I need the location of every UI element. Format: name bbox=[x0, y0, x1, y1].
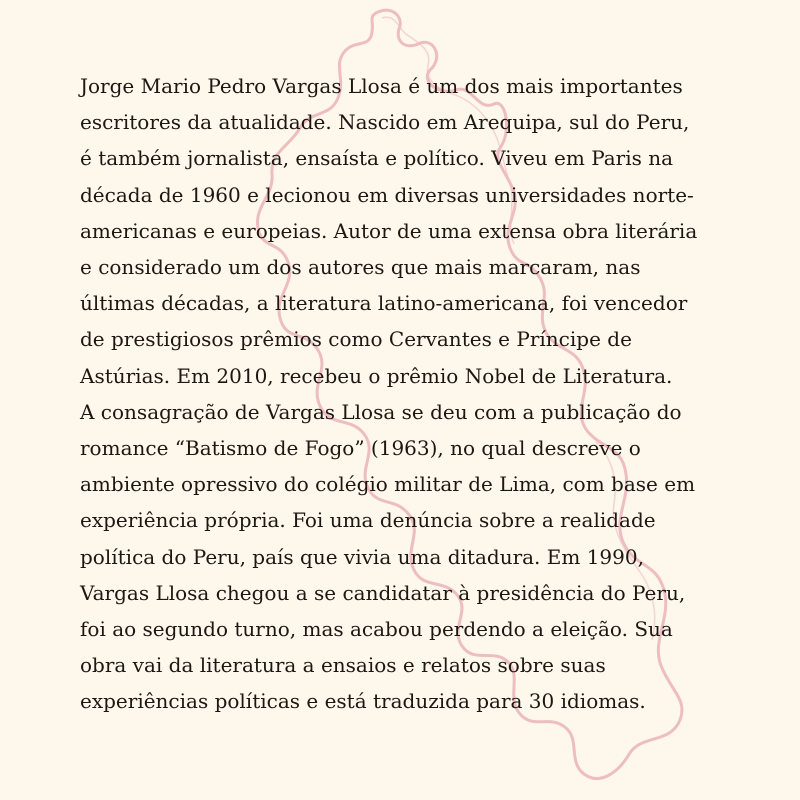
text-line: e considerado um dos autores que mais marcaram, nas bbox=[80, 255, 641, 280]
text-line: foi ao segundo turno, mas acabou perdendo a eleição. Sua bbox=[80, 617, 673, 642]
text-line: obra vai da literatura a ensaios e relatos sobre suas bbox=[80, 653, 606, 678]
text-line: ambiente opressivo do colégio militar de Lima, com base em bbox=[80, 472, 696, 497]
text-line: romance “Batismo de Fogo” (1963), no qual descreve o bbox=[80, 436, 641, 461]
text-line: Jorge Mario Pedro Vargas Llosa é um dos mais importantes bbox=[80, 74, 683, 98]
text-line: experiências políticas e está traduzida para 30 idiomas. bbox=[80, 689, 646, 714]
text-line: política do Peru, país que vivia uma ditadura. Em 1990, bbox=[80, 544, 644, 569]
text-line: Astúrias. Em 2010, recebeu o prêmio Nobel de Literatura. bbox=[80, 363, 673, 388]
text-line: americanas e europeias. Autor de uma extensa obra literária bbox=[80, 218, 698, 243]
text-line: de prestigiosos prêmios como Cervantes e Príncipe de bbox=[80, 327, 632, 352]
text-line: Vargas Llosa chegou a se candidatar à presidência do Peru, bbox=[80, 580, 686, 605]
biography-paragraph bbox=[80, 68, 760, 720]
text-line: A consagração de Vargas Llosa se deu com a publicação do bbox=[80, 399, 682, 424]
text-line: últimas décadas, a literatura latino-americana, foi vencedor bbox=[80, 291, 688, 316]
text-line: década de 1960 e lecionou em diversas universidades norte- bbox=[80, 182, 694, 207]
text-line: é também jornalista, ensaísta e político. Viveu em Paris na bbox=[80, 146, 674, 171]
text-line: escritores da atualidade. Nascido em Arequipa, sul do Peru, bbox=[80, 110, 690, 135]
text-line: experiência própria. Foi uma denúncia sobre a realidade bbox=[80, 508, 656, 533]
